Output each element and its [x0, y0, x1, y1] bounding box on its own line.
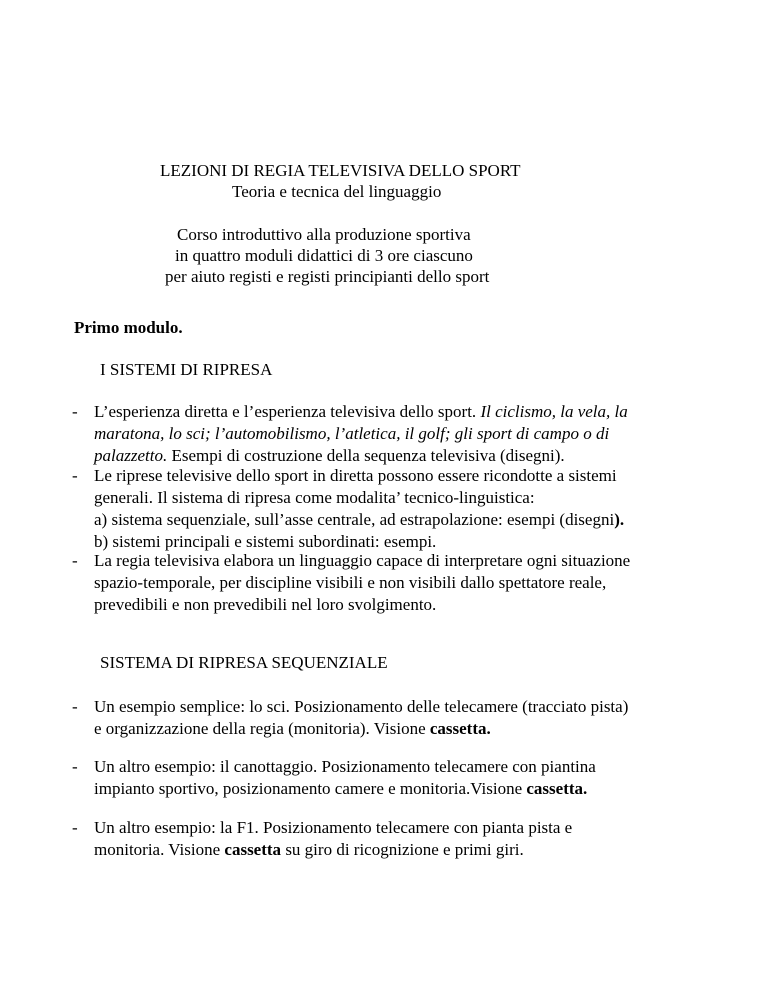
bullet-dash: -	[72, 402, 78, 421]
item-line: palazzetto. Esempi di costruzione della sequenza televisiva (disegni).	[94, 446, 565, 465]
item-line: L’esperienza diretta e l’esperienza televisiva dello sport. Il ciclismo, la vela, la	[94, 402, 628, 421]
course-line-2: in quattro moduli didattici di 3 ore ciascuno	[175, 246, 473, 265]
document-subtitle: Teoria e tecnica del linguaggio	[232, 182, 442, 201]
item-line: Un altro esempio: la F1. Posizionamento telecamere con pianta pista e	[94, 818, 573, 837]
item-line: Le riprese televisive dello sport in diretta possono essere ricondotte a sistemi	[94, 466, 617, 485]
bullet-dash: -	[72, 551, 78, 570]
module-title: Primo modulo.	[74, 318, 183, 337]
section-heading-sequenziale: SISTEMA DI RIPRESA SEQUENZIALE	[100, 653, 388, 672]
bullet-dash: -	[72, 466, 78, 485]
item-line: monitoria. Visione cassetta su giro di ricognizione e primi giri.	[94, 840, 524, 859]
item-line: Un altro esempio: il canottaggio. Posizionamento telecamere con piantina	[94, 757, 596, 776]
section-heading-sistemi: I SISTEMI DI RIPRESA	[100, 360, 273, 379]
item-line: impianto sportivo, posizionamento camere e monitoria.Visione cassetta.	[94, 779, 588, 798]
item-line: maratona, lo sci; l’automobilismo, l’atletica, il golf; gli sport di campo o di	[94, 424, 610, 443]
item-line: Un esempio semplice: lo sci. Posizionamento delle telecamere (tracciato pista)	[94, 697, 629, 716]
course-line-3: per aiuto registi e registi principianti dello sport	[165, 267, 490, 286]
course-line-1: Corso introduttivo alla produzione sportiva	[177, 225, 471, 244]
item-line: generali. Il sistema di ripresa come modalita’ tecnico-linguistica:	[94, 488, 535, 507]
bullet-dash: -	[72, 818, 78, 837]
item-line: spazio-temporale, per discipline visibili e non visibili dallo spettatore reale,	[94, 573, 607, 592]
document-title: LEZIONI DI REGIA TELEVISIVA DELLO SPORT	[160, 161, 521, 180]
item-line: e organizzazione della regia (monitoria). Visione cassetta.	[94, 719, 491, 738]
item-line: a) sistema sequenziale, sull’asse centrale, ad estrapolazione: esempi (disegni).	[94, 510, 625, 529]
item-line: b) sistemi principali e sistemi subordinati: esempi.	[94, 532, 437, 551]
item-line: prevedibili e non prevedibili nel loro svolgimento.	[94, 595, 437, 614]
item-line: La regia televisiva elabora un linguaggio capace di interpretare ogni situazione	[94, 551, 631, 570]
bullet-dash: -	[72, 757, 78, 776]
bullet-dash: -	[72, 697, 78, 716]
